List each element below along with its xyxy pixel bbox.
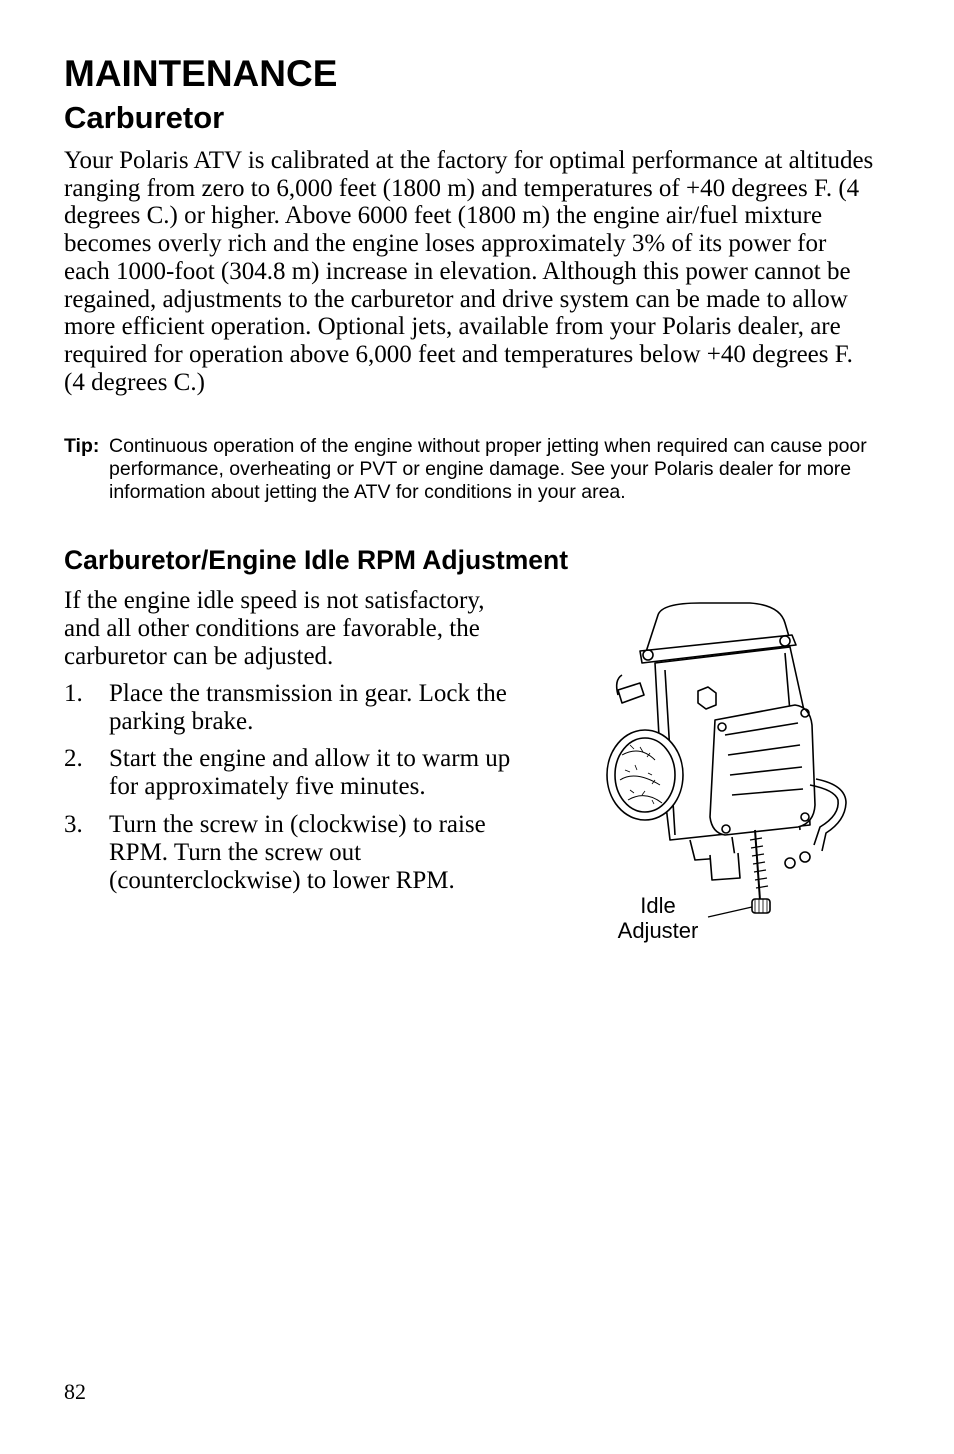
- step-number: 3.: [64, 811, 83, 838]
- step-item: [64, 745, 534, 801]
- idle-adjuster-callout: [606, 893, 710, 943]
- step-number: 1.: [64, 680, 83, 707]
- step-item: [64, 811, 534, 895]
- callout-line: Adjuster: [617, 918, 699, 943]
- step-text: Turn the screw in (clockwise) to raise RPM. Turn the screw out (counterclockwise) to lower RPM.: [109, 811, 486, 894]
- idle-lead-paragraph: If the engine idle speed is not satisfactory, and all other conditions are favorable, the carburetor can be adjusted.: [64, 587, 485, 670]
- page-number: 82: [64, 1379, 86, 1404]
- section-heading: MAINTENANCE: [64, 53, 338, 94]
- step-text: Place the transmission in gear. Lock the parking brake.: [109, 680, 507, 735]
- tip-text: Continuous operation of the engine without proper jetting when required can cause poor performance, overheating or PVT or engine damage. See your Polaris dealer for more information about jetting the ATV for conditions in your area.: [109, 435, 867, 503]
- tip-note: [64, 435, 874, 503]
- step-item: [64, 680, 534, 736]
- intro-paragraph: Your Polaris ATV is calibrated at the factory for optimal performance at altitudes ranging from zero to 6,000 feet (1800 m) and temperatures of +40 degrees F. (4 degrees C.) or higher. Above 6000 feet (1800 m) the engine air/fuel mixture becomes overly rich and the engine loses approximately 3% of its power for each 1000-foot (304.8 m) increase in elevation. Although this power cannot be regained, adjustments to the carburetor and drive system can be made to allow more efficient operation. Optional jets, available from your Polaris dealer, are required for operation above 6,000 feet and temperatures below +40 degrees F. (4 degrees C.): [64, 147, 874, 396]
- tip-label: Tip:: [64, 435, 100, 457]
- callout-line: Idle: [640, 893, 676, 918]
- step-text: Start the engine and allow it to warm up for approximately five minutes.: [109, 745, 511, 800]
- subsection-heading: Carburetor/Engine Idle RPM Adjustment: [64, 545, 569, 575]
- step-number: 2.: [64, 745, 83, 772]
- page-title: Carburetor: [64, 100, 225, 135]
